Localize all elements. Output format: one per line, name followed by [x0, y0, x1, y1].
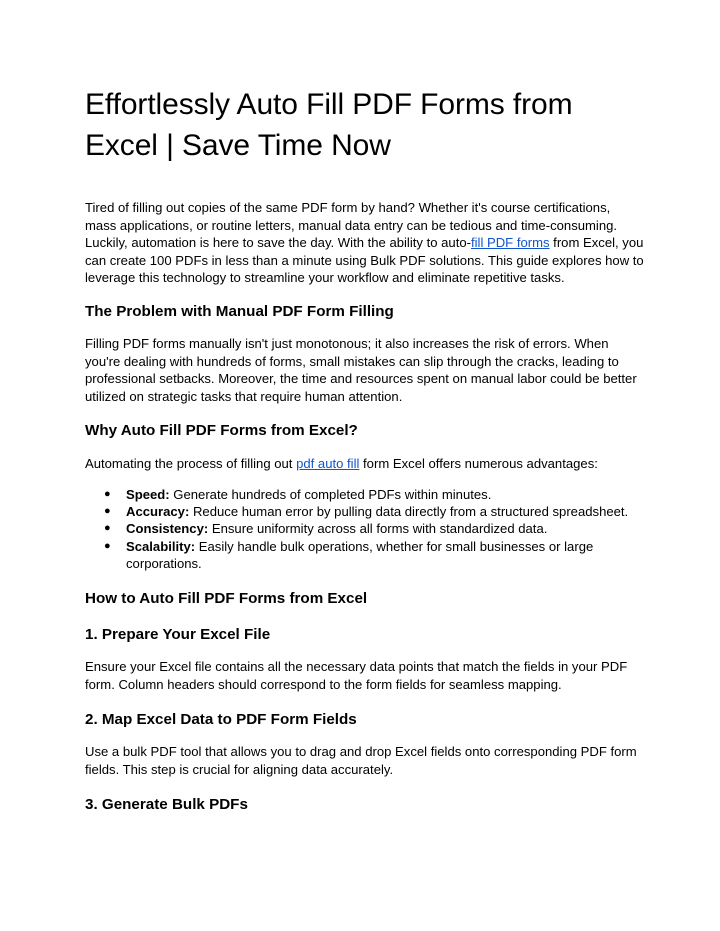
- heading-step-3: 3. Generate Bulk PDFs: [85, 796, 248, 813]
- list-item-term: Consistency:: [126, 521, 209, 537]
- bullet-icon: ●: [104, 488, 111, 500]
- bullet-icon: ●: [104, 539, 111, 552]
- heading-why: Why Auto Fill PDF Forms from Excel?: [85, 422, 358, 439]
- heading-step-1: 1. Prepare Your Excel File: [85, 626, 271, 643]
- why-text-before: Automating the process of filling out: [85, 456, 297, 471]
- pdf-auto-fill-link[interactable]: pdf auto fill: [296, 456, 360, 471]
- fill-pdf-forms-link[interactable]: fill PDF forms: [470, 235, 550, 250]
- list-item: [85, 538, 645, 572]
- bullet-icon: ●: [104, 505, 111, 518]
- why-text-after: form Excel offers numerous advantages:: [359, 456, 598, 471]
- intro-text-before: Tired of filling out copies of the same PDF form by hand? Whether it's course certifications, mass applications, or routine letters, manual data entry can be tedious and time-consuming. Luckily, automation is here to save the day. With the ability to auto-: [85, 200, 618, 250]
- heading-how: How to Auto Fill PDF Forms from Excel: [85, 590, 368, 607]
- heading-problem: The Problem with Manual PDF Form Filling: [85, 303, 394, 320]
- list-item-term: Speed:: [126, 487, 170, 502]
- list-item-text: Easily handle bulk operations, whether for small businesses or large corporations.: [126, 538, 594, 571]
- problem-paragraph: Filling PDF forms manually isn't just monotonous; it also increases the risk of errors. When you're dealing with hundreds of forms, small mistakes can slip through the cracks, leading to professional setbacks. Moreover, the time and resources spent on manual labor could be better utilized on strategic tasks that require human attention.: [85, 336, 637, 404]
- step-1-paragraph: Ensure your Excel file contains all the necessary data points that match the fields in your PDF form. Column headers should correspond to the form fields for seamless mapping.: [85, 659, 628, 692]
- benefits-list: [85, 486, 645, 572]
- document-title: Effortlessly Auto Fill PDF Forms from Excel | Save Time Now: [85, 88, 573, 162]
- list-item: [85, 503, 645, 520]
- bullet-icon: ●: [104, 522, 111, 535]
- list-item-text: Reduce human error by pulling data directly from a structured spreadsheet.: [189, 504, 629, 520]
- list-item-term: Scalability:: [126, 538, 196, 554]
- list-item-term: Accuracy:: [126, 504, 190, 520]
- intro-paragraph: [85, 199, 645, 287]
- list-item-text: Generate hundreds of completed PDFs within minutes.: [169, 487, 492, 502]
- list-item: [85, 520, 645, 537]
- list-item: [85, 486, 645, 503]
- heading-step-2: 2. Map Excel Data to PDF Form Fields: [85, 711, 357, 728]
- step-2-paragraph: Use a bulk PDF tool that allows you to drag and drop Excel fields onto corresponding PDF form fields. This step is crucial for aligning data accurately.: [85, 744, 637, 777]
- intro-text-after: from Excel, you can create 100 PDFs in less than a minute using Bulk PDF solutions. This guide explores how to leverage this technology to streamline your workflow and eliminate repetitive tasks.: [85, 235, 644, 285]
- list-item-text: Ensure uniformity across all forms with standardized data.: [208, 521, 548, 537]
- why-paragraph: [85, 455, 645, 473]
